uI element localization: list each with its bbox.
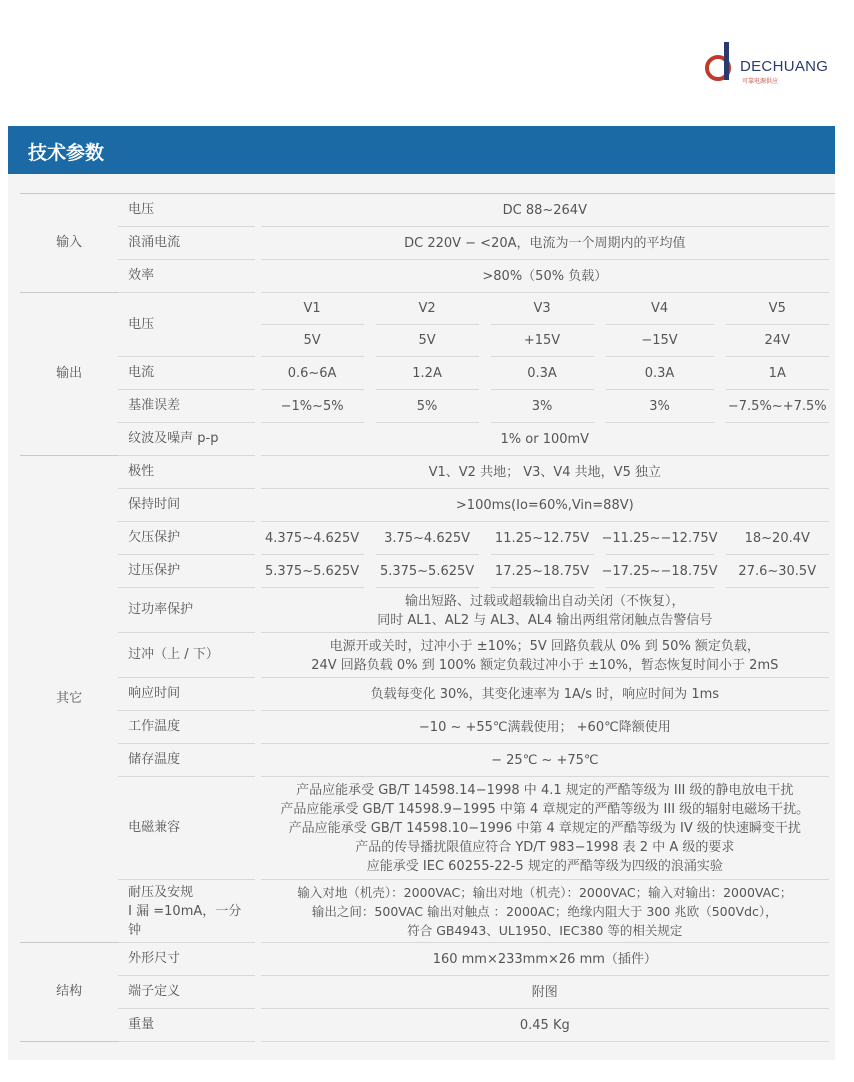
row-label: 电磁兼容: [118, 777, 254, 880]
table-row: [20, 260, 835, 293]
page-title: 技术参数: [28, 142, 105, 164]
channel-current: 0.3A: [600, 357, 720, 390]
emc-line: 产品应能承受 GB/T 14598.10−1996 中第 4 章规定的严酷等级为 IV 级的快速瞬变干扰: [288, 821, 801, 836]
hold-time-value: >100ms(Io=60%,Vin=88V): [255, 489, 835, 522]
row-label: 重量: [118, 1009, 254, 1042]
section-banner: [8, 126, 835, 174]
row-label: 保持时间: [118, 489, 254, 522]
section-input: 输入: [20, 193, 118, 293]
uvp-value: 4.375~4.625V: [255, 522, 370, 555]
safety-sublabel: I 漏 =10mA，一分钟: [128, 903, 242, 938]
table-row: [20, 633, 835, 678]
table-row: [20, 588, 835, 633]
channel-header: V2: [370, 293, 485, 325]
table-row: [20, 456, 835, 489]
table-row: [20, 357, 835, 390]
table-row: [20, 943, 835, 976]
row-label: 电压: [118, 293, 254, 357]
channel-voltage: 5V: [370, 325, 485, 357]
table-row: [20, 555, 835, 588]
polarity-value: V1、V2 共地； V3、V4 共地，V5 独立: [255, 456, 835, 489]
response-value: 负载每变化 30%，其变化速率为 1A/s 时，响应时间为 1ms: [255, 678, 835, 711]
table-row: [20, 390, 835, 423]
section-output: 输出: [20, 293, 118, 456]
efficiency-value: >80%（50% 负载）: [255, 260, 835, 293]
ovp-value: 27.6~30.5V: [720, 555, 835, 588]
table-row: [20, 227, 835, 260]
table-row: [20, 293, 835, 325]
emc-line: 产品应能承受 GB/T 14598.9−1995 中第 4 章规定的严酷等级为 III 级的辐射电磁场干扰。: [280, 802, 810, 817]
ovp-value: 17.25~18.75V: [485, 555, 600, 588]
row-label: 浪涌电流: [118, 227, 254, 260]
weight-value: 0.45 Kg: [255, 1009, 835, 1042]
row-label: 电流: [118, 357, 254, 390]
ovp-value: 5.375~5.625V: [255, 555, 370, 588]
opp-line: 同时 AL1、AL2 与 AL3、AL4 输出两组常闭触点告警信号: [377, 612, 713, 628]
row-label: 过冲（上 / 下）: [118, 633, 254, 678]
emc-value: [255, 777, 835, 880]
channel-voltage: 5V: [255, 325, 370, 357]
row-label: 响应时间: [118, 678, 254, 711]
overshoot-line: 电源开或关时，过冲小于 ±10%；5V 回路负载从 0% 到 50% 额定负载，: [329, 638, 760, 654]
channel-voltage: 24V: [720, 325, 835, 357]
row-label: 基准误差: [118, 390, 254, 423]
safety-line: 输入对地（机壳）：2000VAC；输出对地（机壳）：2000VAC；输入对输出：2000VAC；: [297, 885, 793, 900]
row-label: 外形尺寸: [118, 943, 254, 976]
table-row: [20, 880, 835, 943]
channel-header: V3: [485, 293, 600, 325]
ovp-value: −17.25~−18.75V: [600, 555, 720, 588]
row-label: 效率: [118, 260, 254, 293]
emc-line: 应能承受 IEC 60255-22-5 规定的严酷等级为四级的浪涌实验: [366, 859, 723, 874]
channel-error: 3%: [485, 390, 600, 423]
section-other: 其它: [20, 456, 118, 943]
overshoot-value: [255, 633, 835, 678]
channel-header: V1: [255, 293, 370, 325]
channel-error: 3%: [600, 390, 720, 423]
emc-line: 产品的传导播扰限值应符合 YD/T 983−1998 表 2 中 A 级的要求: [355, 840, 735, 855]
table-row: [20, 777, 835, 880]
row-label: 纹波及噪声 p-p: [118, 423, 254, 456]
row-label: 电压: [118, 193, 254, 227]
opp-line: 输出短路、过载或超载输出自动关闭（不恢复），: [405, 593, 685, 609]
table-row: [20, 522, 835, 555]
work-temp-value: −10 ~ +55℃满载使用； +60℃降额使用: [255, 711, 835, 744]
spec-table: [20, 193, 835, 1042]
store-temp-value: − 25℃ ~ +75℃: [255, 744, 835, 777]
row-label: 工作温度: [118, 711, 254, 744]
row-label: 过功率保护: [118, 588, 254, 633]
logo-text: DECHUANG: [740, 58, 829, 75]
channel-error: −1%~5%: [255, 390, 370, 423]
safety-label: 耐压及安规: [128, 884, 194, 900]
channel-current: 0.6~6A: [255, 357, 370, 390]
safety-line: 符合 GB4943、UL1950、IEC380 等的相关规定: [407, 923, 683, 938]
channel-current: 0.3A: [485, 357, 600, 390]
channel-current: 1.2A: [370, 357, 485, 390]
table-row: [20, 711, 835, 744]
opp-value: [255, 588, 835, 633]
channel-voltage: −15V: [600, 325, 720, 357]
logo-subtitle: 可靠电源供应: [742, 78, 779, 85]
section-structure: 结构: [20, 943, 118, 1042]
channel-voltage: +15V: [485, 325, 600, 357]
size-value: 160 mm×233mm×26 mm（插件）: [255, 943, 835, 976]
emc-line: 产品应能承受 GB/T 14598.14−1998 中 4.1 规定的严酷等级为 III 级的静电放电干扰: [296, 783, 794, 798]
terminal-value: 附图: [255, 976, 835, 1009]
overshoot-line: 24V 回路负载 0% 到 100% 额定负载过冲小于 ±10%，暂态恢复时间小于 2mS: [311, 657, 779, 673]
ripple-value: 1% or 100mV: [255, 423, 835, 456]
table-row: [20, 678, 835, 711]
channel-current: 1A: [720, 357, 835, 390]
table-row: [20, 976, 835, 1009]
row-label: 欠压保护: [118, 522, 254, 555]
channel-header: V5: [720, 293, 835, 325]
table-row: [20, 744, 835, 777]
row-label: [118, 880, 254, 943]
row-label: 极性: [118, 456, 254, 489]
table-row: [20, 423, 835, 456]
safety-line: 输出之间：500VAC 输出对触点 ：2000AC；绝缘内阻大于 300 兆欧（500Vdc），: [311, 904, 778, 919]
uvp-value: 3.75~4.625V: [370, 522, 485, 555]
table-row: [20, 1009, 835, 1042]
table-row: [20, 489, 835, 522]
uvp-value: 11.25~12.75V: [485, 522, 600, 555]
row-label: 端子定义: [118, 976, 254, 1009]
uvp-value: 18~20.4V: [720, 522, 835, 555]
table-row: [20, 193, 835, 227]
row-label: 过压保护: [118, 555, 254, 588]
safety-value: [255, 880, 835, 943]
channel-error: −7.5%~+7.5%: [720, 390, 835, 423]
channel-error: 5%: [370, 390, 485, 423]
row-label: 储存温度: [118, 744, 254, 777]
ovp-value: 5.375~5.625V: [370, 555, 485, 588]
channel-header: V4: [600, 293, 720, 325]
input-voltage-value: DC 88~264V: [255, 193, 835, 227]
uvp-value: −11.25~−12.75V: [600, 522, 720, 555]
inrush-value: DC 220V − <20A，电流为一个周期内的平均值: [255, 227, 835, 260]
